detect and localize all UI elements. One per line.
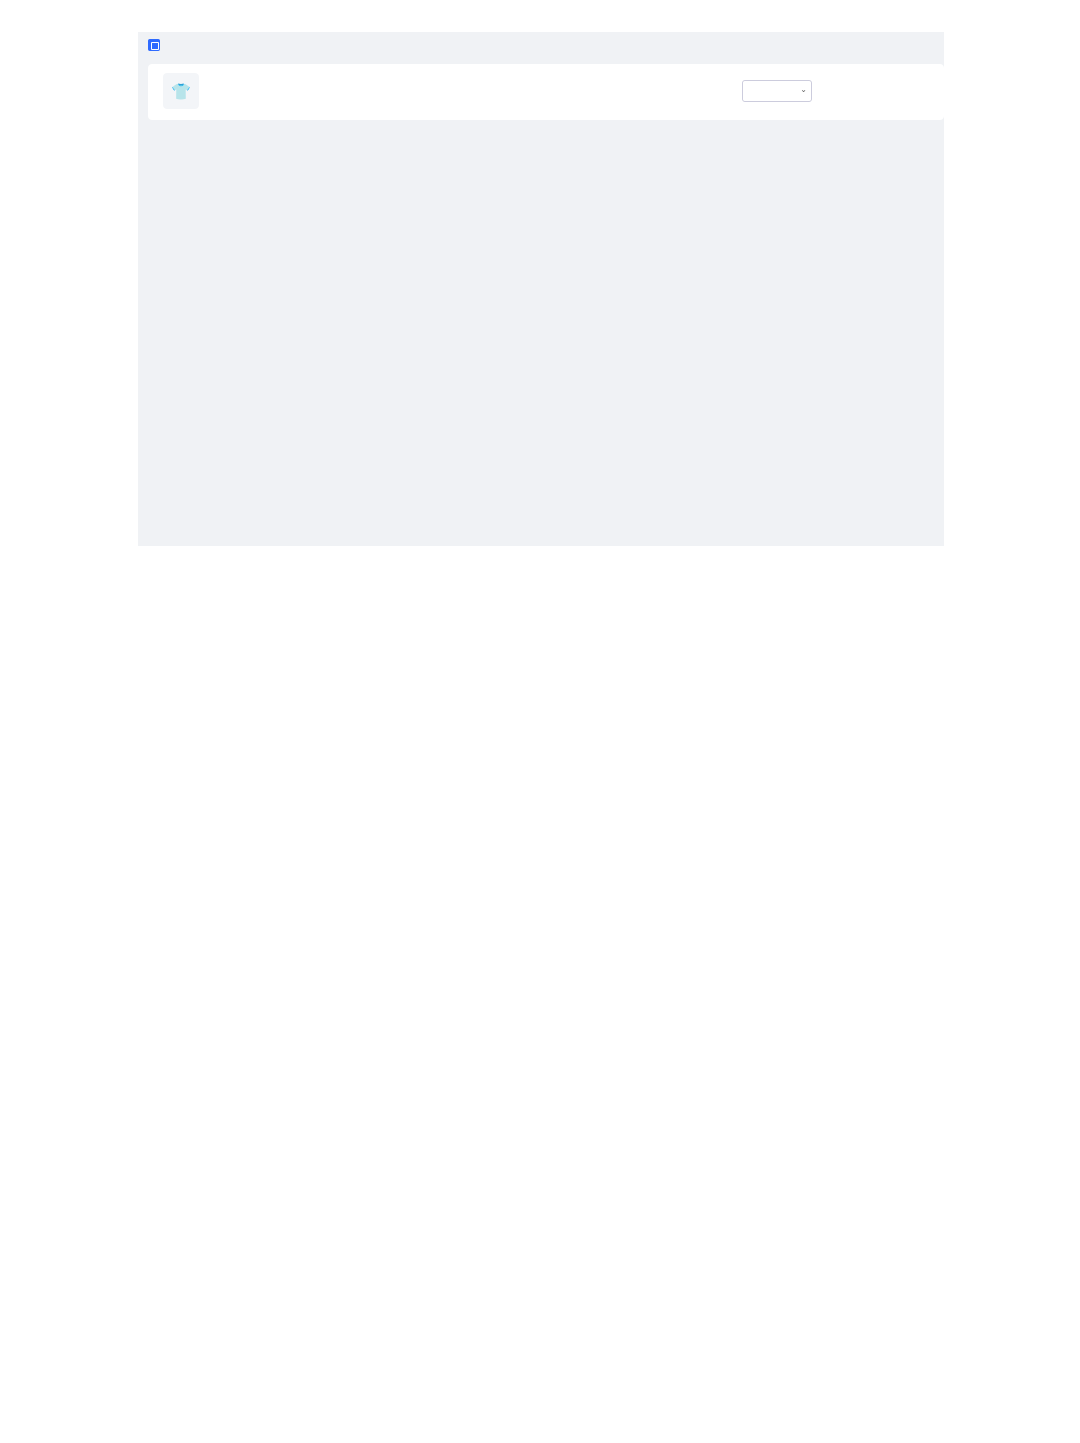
dashboard-titlebar [138, 32, 944, 58]
shirt-icon: 👕 [163, 73, 199, 109]
product-card [148, 64, 944, 120]
date-select[interactable] [742, 80, 812, 102]
chevron-down-icon: ⌄ [800, 85, 807, 94]
dashboard-logo-icon [148, 39, 160, 51]
dashboard-screenshot [138, 32, 944, 546]
